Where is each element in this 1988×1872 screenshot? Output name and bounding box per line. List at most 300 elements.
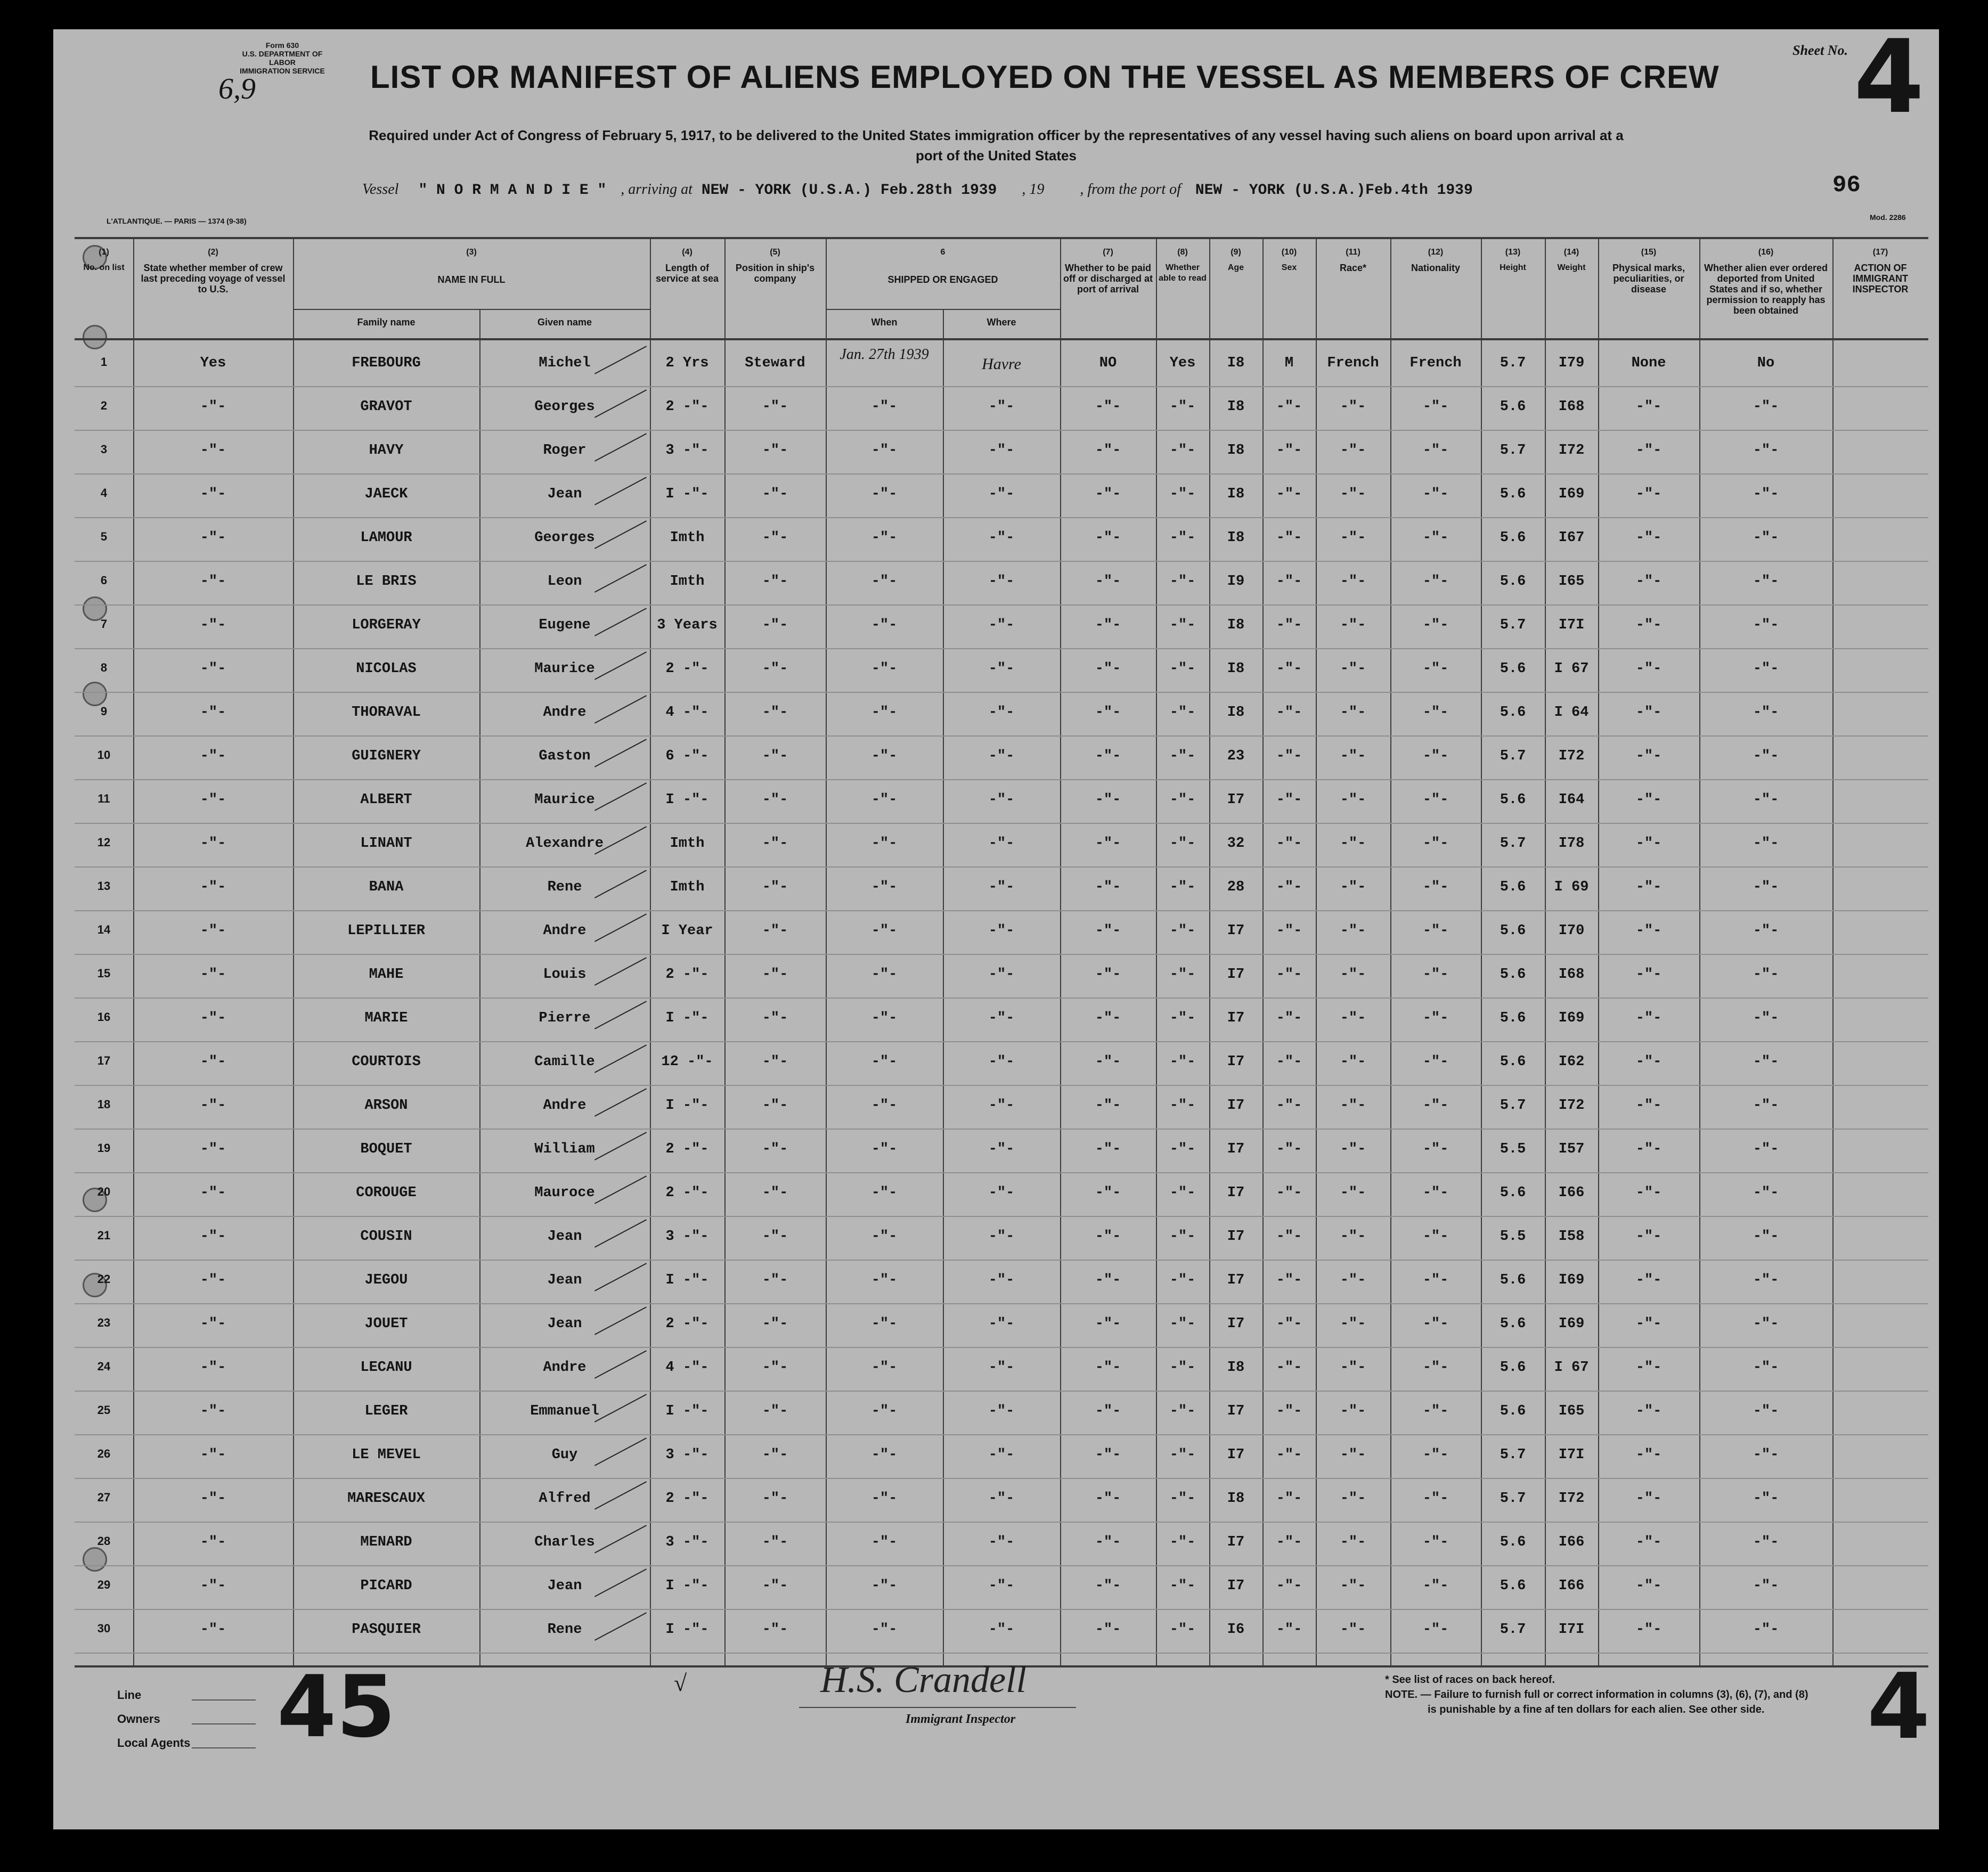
- row-number: 28: [97, 1534, 111, 1548]
- age-cell: I8: [1227, 1491, 1245, 1507]
- nationality-cell: -"-: [1422, 967, 1449, 983]
- row-number: 27: [97, 1491, 111, 1504]
- shipped-when-cell: Jan. 27th 1939: [840, 346, 929, 363]
- row-number: 19: [97, 1141, 111, 1155]
- physical-marks-cell: -"-: [1635, 1272, 1662, 1288]
- given-name-cell: Maurice: [534, 792, 595, 808]
- prev-voyage-cell: -"-: [200, 1010, 226, 1026]
- column-number: 6: [940, 248, 946, 257]
- shipped-where-cell: -"-: [988, 574, 1015, 590]
- age-cell: I7: [1227, 967, 1245, 983]
- given-name-cell: Eugene: [539, 617, 591, 633]
- shipped-where-cell: -"-: [988, 1403, 1015, 1419]
- paid-off-cell: -"-: [1095, 705, 1121, 721]
- nationality-cell: -"-: [1422, 1229, 1449, 1245]
- race-cell: -"-: [1340, 1272, 1366, 1288]
- race-cell: -"-: [1340, 923, 1366, 939]
- shipped-where-cell: -"-: [988, 617, 1015, 633]
- row-rule: [75, 561, 1928, 562]
- prev-voyage-cell: -"-: [200, 661, 226, 677]
- manifest-sheet: [53, 29, 1939, 1829]
- nationality-cell: -"-: [1422, 399, 1449, 415]
- deported-cell: -"-: [1753, 1447, 1779, 1463]
- physical-marks-cell: -"-: [1635, 1360, 1662, 1376]
- physical-marks-cell: -"-: [1635, 1622, 1662, 1638]
- row-rule: [75, 910, 1928, 911]
- deported-cell: -"-: [1753, 1272, 1779, 1288]
- family-name-cell: MAHE: [369, 967, 404, 983]
- weight-cell: I68: [1558, 967, 1585, 983]
- given-name-cell: Andre: [543, 705, 586, 721]
- weight-cell: I69: [1558, 486, 1585, 502]
- deported-cell: -"-: [1753, 1098, 1779, 1114]
- weight-cell: I70: [1558, 923, 1585, 939]
- sex-cell: -"-: [1276, 967, 1302, 983]
- row-rule: [75, 1129, 1928, 1130]
- vessel-row: [362, 181, 1907, 199]
- row-number: 4: [100, 486, 108, 500]
- weight-cell: I 67: [1554, 661, 1589, 677]
- row-number: 9: [100, 705, 108, 718]
- shipped-when-cell: -"-: [871, 1447, 898, 1463]
- deported-cell: -"-: [1753, 967, 1779, 983]
- paid-off-cell: -"-: [1095, 530, 1121, 546]
- physical-marks-cell: -"-: [1635, 530, 1662, 546]
- shipped-where-cell: -"-: [988, 1272, 1015, 1288]
- shipped-when-cell: -"-: [871, 1229, 898, 1245]
- row-number: 24: [97, 1360, 111, 1373]
- department-name: U.S. DEPARTMENT OF LABOR: [242, 50, 323, 67]
- shipped-when-cell: -"-: [871, 1534, 898, 1550]
- shipped-when-cell: -"-: [871, 836, 898, 852]
- paid-off-cell: -"-: [1095, 1360, 1121, 1376]
- nationality-cell: -"-: [1422, 836, 1449, 852]
- able-to-read-cell: -"-: [1169, 1141, 1196, 1157]
- prev-voyage-cell: -"-: [200, 1316, 226, 1332]
- service-length-cell: I -"-: [665, 1272, 709, 1288]
- shipped-where-cell: -"-: [988, 879, 1015, 895]
- row-number: 5: [100, 530, 108, 543]
- shipped-when-cell: -"-: [871, 399, 898, 415]
- nationality-cell: -"-: [1422, 443, 1449, 459]
- sex-cell: -"-: [1276, 1098, 1302, 1114]
- page-number: 96: [1832, 172, 1861, 199]
- position-cell: -"-: [762, 1622, 788, 1638]
- row-rule: [75, 473, 1928, 475]
- able-to-read-cell: -"-: [1169, 486, 1196, 502]
- age-cell: I8: [1227, 705, 1245, 721]
- family-name-cell: COURTOIS: [352, 1054, 421, 1070]
- shipped-where-cell: -"-: [988, 1141, 1015, 1157]
- column-header: Length of service at sea: [655, 263, 719, 284]
- row-number: 21: [97, 1229, 111, 1242]
- position-cell: -"-: [762, 1098, 788, 1114]
- deported-cell: -"-: [1753, 1491, 1779, 1507]
- shipped-where-cell: -"-: [988, 443, 1015, 459]
- age-cell: I8: [1227, 530, 1245, 546]
- shipped-when-cell: -"-: [871, 705, 898, 721]
- position-cell: Steward: [745, 355, 805, 371]
- weight-cell: I69: [1558, 1316, 1585, 1332]
- sex-cell: -"-: [1276, 1491, 1302, 1507]
- able-to-read-cell: -"-: [1169, 1534, 1196, 1550]
- physical-marks-cell: -"-: [1635, 1229, 1662, 1245]
- paid-off-cell: -"-: [1095, 1054, 1121, 1070]
- prev-voyage-cell: -"-: [200, 443, 226, 459]
- row-rule: [75, 1391, 1928, 1392]
- age-cell: 32: [1227, 836, 1245, 852]
- sheet-total-number: 45: [277, 1657, 396, 1756]
- sex-cell: -"-: [1276, 1010, 1302, 1026]
- year-label: , 19: [1022, 181, 1045, 198]
- position-cell: -"-: [762, 661, 788, 677]
- weight-cell: I7I: [1558, 1447, 1585, 1463]
- nationality-cell: -"-: [1422, 792, 1449, 808]
- sex-cell: -"-: [1276, 836, 1302, 852]
- column-header: Sex: [1281, 263, 1297, 272]
- physical-marks-cell: -"-: [1635, 617, 1662, 633]
- family-name-cell: LECANU: [360, 1360, 412, 1376]
- shipped-where-cell: -"-: [988, 792, 1015, 808]
- age-cell: I7: [1227, 1185, 1245, 1201]
- age-cell: I7: [1227, 1098, 1245, 1114]
- physical-marks-cell: -"-: [1635, 1403, 1662, 1419]
- row-number: 18: [97, 1098, 111, 1111]
- nationality-cell: -"-: [1422, 1010, 1449, 1026]
- column-number: (2): [208, 248, 218, 257]
- arriving-label: , arriving at: [621, 181, 692, 198]
- check-mark: √: [674, 1670, 687, 1696]
- sex-cell: -"-: [1276, 443, 1302, 459]
- shipped-where-cell: -"-: [988, 1622, 1015, 1638]
- row-rule: [75, 1609, 1928, 1610]
- when-header: When: [871, 317, 898, 328]
- row-number: 1: [100, 355, 108, 369]
- family-name-cell: GUIGNERY: [352, 748, 421, 764]
- height-cell: 5.7: [1500, 617, 1526, 633]
- handwritten-mark: 6,9: [218, 72, 256, 105]
- footer-sheet-number: 4: [1867, 1654, 1930, 1760]
- prev-voyage-cell: -"-: [200, 399, 226, 415]
- race-cell: -"-: [1340, 1185, 1366, 1201]
- weight-cell: I79: [1558, 355, 1585, 371]
- race-cell: -"-: [1340, 399, 1366, 415]
- nationality-cell: -"-: [1422, 1054, 1449, 1070]
- row-number: 26: [97, 1447, 111, 1460]
- sex-cell: -"-: [1276, 792, 1302, 808]
- deported-cell: -"-: [1753, 574, 1779, 590]
- age-cell: I9: [1227, 574, 1245, 590]
- deported-cell: -"-: [1753, 792, 1779, 808]
- weight-cell: I 67: [1554, 1360, 1589, 1376]
- prev-voyage-cell: Yes: [200, 355, 226, 371]
- column-number: (10): [1281, 248, 1297, 257]
- physical-marks-cell: -"-: [1635, 1534, 1662, 1550]
- vessel-label: Vessel: [362, 181, 399, 198]
- inspector-signature: H.S. Crandell: [820, 1660, 1026, 1701]
- family-name-cell: BANA: [369, 879, 404, 895]
- row-rule: [75, 692, 1928, 693]
- races-note: * See list of races on back hereof.: [1385, 1674, 1555, 1686]
- shipped-where-cell: -"-: [988, 923, 1015, 939]
- prev-voyage-cell: -"-: [200, 705, 226, 721]
- service-length-cell: 2 -"-: [665, 1491, 709, 1507]
- shipped-when-cell: -"-: [871, 574, 898, 590]
- prev-voyage-cell: -"-: [200, 879, 226, 895]
- column-header: ACTION OF IMMIGRANT INSPECTOR: [1852, 263, 1909, 295]
- column-number: (9): [1231, 248, 1241, 257]
- sex-cell: -"-: [1276, 923, 1302, 939]
- weight-cell: I66: [1558, 1534, 1585, 1550]
- deported-cell: -"-: [1753, 1054, 1779, 1070]
- position-cell: -"-: [762, 1272, 788, 1288]
- prev-voyage-cell: -"-: [200, 1054, 226, 1070]
- height-cell: 5.6: [1500, 1360, 1526, 1376]
- column-header: SHIPPED OR ENGAGED: [887, 274, 998, 285]
- paid-off-cell: -"-: [1095, 1141, 1121, 1157]
- able-to-read-cell: -"-: [1169, 530, 1196, 546]
- shipped-where-cell: Havre: [982, 355, 1021, 373]
- paid-off-cell: -"-: [1095, 486, 1121, 502]
- shipped-when-cell: -"-: [871, 1098, 898, 1114]
- printer-line: L'ATLANTIQUE. — PARIS — 1374 (9-38): [107, 217, 247, 225]
- age-cell: I7: [1227, 1272, 1245, 1288]
- age-cell: I8: [1227, 443, 1245, 459]
- row-number: 7: [100, 617, 108, 631]
- weight-cell: I67: [1558, 530, 1585, 546]
- family-name-cell: JEGOU: [364, 1272, 408, 1288]
- able-to-read-cell: -"-: [1169, 1447, 1196, 1463]
- row-rule: [75, 954, 1928, 955]
- paid-off-cell: -"-: [1095, 1098, 1121, 1114]
- family-name-cell: GRAVOT: [360, 399, 412, 415]
- weight-cell: I72: [1558, 443, 1585, 459]
- sex-cell: -"-: [1276, 1578, 1302, 1594]
- row-rule: [75, 1478, 1928, 1479]
- paid-off-cell: -"-: [1095, 443, 1121, 459]
- physical-marks-cell: -"-: [1635, 1098, 1662, 1114]
- given-name-cell: Michel: [539, 355, 591, 371]
- service-length-cell: I -"-: [665, 1010, 709, 1026]
- given-name-cell: Alfred: [539, 1491, 591, 1507]
- requirement-line-2: port of the United States: [916, 148, 1077, 164]
- row-number: 8: [100, 661, 108, 674]
- position-cell: -"-: [762, 1403, 788, 1419]
- column-number: (11): [1346, 248, 1360, 257]
- row-number: 2: [100, 399, 108, 412]
- race-cell: French: [1327, 355, 1379, 371]
- weight-cell: I66: [1558, 1185, 1585, 1201]
- column-number: (15): [1641, 248, 1657, 257]
- age-cell: I8: [1227, 399, 1245, 415]
- row-number: 16: [97, 1010, 111, 1024]
- row-number: 14: [97, 923, 111, 936]
- service-length-cell: 2 -"-: [665, 1141, 709, 1157]
- able-to-read-cell: -"-: [1169, 1622, 1196, 1638]
- shipped-where-cell: -"-: [988, 748, 1015, 764]
- able-to-read-cell: -"-: [1169, 399, 1196, 415]
- able-to-read-cell: -"-: [1169, 967, 1196, 983]
- deported-cell: -"-: [1753, 1316, 1779, 1332]
- nationality-cell: -"-: [1422, 748, 1449, 764]
- shipped-where-cell: -"-: [988, 486, 1015, 502]
- race-cell: -"-: [1340, 1010, 1366, 1026]
- race-cell: -"-: [1340, 486, 1366, 502]
- column-number: (12): [1428, 248, 1444, 257]
- row-number: 13: [97, 879, 111, 893]
- physical-marks-cell: -"-: [1635, 1185, 1662, 1201]
- paid-off-cell: -"-: [1095, 792, 1121, 808]
- prev-voyage-cell: -"-: [200, 486, 226, 502]
- height-cell: 5.7: [1500, 1447, 1526, 1463]
- position-cell: -"-: [762, 1185, 788, 1201]
- physical-marks-cell: -"-: [1635, 486, 1662, 502]
- mod-number: Mod. 2286: [1870, 213, 1906, 222]
- given-name-cell: Mauroce: [534, 1185, 595, 1201]
- row-rule: [75, 1041, 1928, 1042]
- column-number: (7): [1103, 248, 1113, 257]
- sex-cell: -"-: [1276, 1403, 1302, 1419]
- weight-cell: I69: [1558, 1272, 1585, 1288]
- row-rule: [75, 735, 1928, 737]
- given-name-cell: Andre: [543, 923, 586, 939]
- physical-marks-cell: -"-: [1635, 661, 1662, 677]
- position-cell: -"-: [762, 443, 788, 459]
- age-cell: I7: [1227, 1010, 1245, 1026]
- line-label: Line: [117, 1688, 142, 1702]
- column-header: Whether able to read: [1159, 263, 1207, 283]
- height-cell: 5.7: [1500, 443, 1526, 459]
- given-name-cell: Camille: [534, 1054, 595, 1070]
- service-length-cell: Imth: [670, 530, 705, 546]
- paid-off-cell: -"-: [1095, 836, 1121, 852]
- paid-off-cell: -"-: [1095, 1622, 1121, 1638]
- age-cell: I6: [1227, 1622, 1245, 1638]
- prev-voyage-cell: -"-: [200, 836, 226, 852]
- paid-off-cell: -"-: [1095, 1185, 1121, 1201]
- age-cell: I8: [1227, 486, 1245, 502]
- height-cell: 5.6: [1500, 574, 1526, 590]
- physical-marks-cell: -"-: [1635, 967, 1662, 983]
- service-length-cell: Imth: [670, 879, 705, 895]
- paid-off-cell: -"-: [1095, 1578, 1121, 1594]
- deported-cell: -"-: [1753, 617, 1779, 633]
- position-cell: -"-: [762, 1141, 788, 1157]
- nationality-cell: -"-: [1422, 879, 1449, 895]
- height-cell: 5.6: [1500, 967, 1526, 983]
- weight-cell: I65: [1558, 574, 1585, 590]
- column-header: Nationality: [1411, 263, 1460, 273]
- deported-cell: -"-: [1753, 1534, 1779, 1550]
- able-to-read-cell: Yes: [1169, 355, 1196, 371]
- sex-cell: M: [1284, 355, 1294, 371]
- physical-marks-cell: -"-: [1635, 923, 1662, 939]
- given-name-cell: Roger: [543, 443, 586, 459]
- deported-cell: -"-: [1753, 1010, 1779, 1026]
- sex-cell: -"-: [1276, 1141, 1302, 1157]
- weight-cell: I72: [1558, 1098, 1585, 1114]
- service-length-cell: 6 -"-: [665, 748, 709, 764]
- deported-cell: -"-: [1753, 1229, 1779, 1245]
- sex-cell: -"-: [1276, 1534, 1302, 1550]
- column-number: (14): [1563, 248, 1579, 257]
- requirement-text: [117, 125, 1875, 166]
- race-cell: -"-: [1340, 443, 1366, 459]
- page-title: LIST OR MANIFEST OF ALIENS EMPLOYED ON THE VESSEL AS MEMBERS OF CREW: [370, 59, 1720, 95]
- able-to-read-cell: -"-: [1169, 1010, 1196, 1026]
- prev-voyage-cell: -"-: [200, 792, 226, 808]
- paid-off-cell: -"-: [1095, 1229, 1121, 1245]
- sex-cell: -"-: [1276, 879, 1302, 895]
- physical-marks-cell: -"-: [1635, 705, 1662, 721]
- height-cell: 5.6: [1500, 1403, 1526, 1419]
- race-cell: -"-: [1340, 879, 1366, 895]
- shipped-when-cell: -"-: [871, 1403, 898, 1419]
- paid-off-cell: -"-: [1095, 748, 1121, 764]
- deported-cell: -"-: [1753, 705, 1779, 721]
- sex-cell: -"-: [1276, 399, 1302, 415]
- shipped-when-cell: -"-: [871, 748, 898, 764]
- service-length-cell: 2 -"-: [665, 967, 709, 983]
- weight-cell: I68: [1558, 399, 1585, 415]
- row-number: 23: [97, 1316, 111, 1329]
- row-number: 29: [97, 1578, 111, 1591]
- physical-marks-cell: -"-: [1635, 1010, 1662, 1026]
- prev-voyage-cell: -"-: [200, 1622, 226, 1638]
- sex-cell: -"-: [1276, 705, 1302, 721]
- shipped-where-cell: -"-: [988, 1447, 1015, 1463]
- nationality-cell: -"-: [1422, 1578, 1449, 1594]
- family-name-cell: THORAVAL: [352, 705, 421, 721]
- row-rule: [75, 386, 1928, 387]
- weight-cell: I78: [1558, 836, 1585, 852]
- shipped-when-cell: -"-: [871, 792, 898, 808]
- service-length-cell: I -"-: [665, 1578, 709, 1594]
- prev-voyage-cell: -"-: [200, 1141, 226, 1157]
- nationality-cell: -"-: [1422, 705, 1449, 721]
- given-name-cell: Leon: [547, 574, 582, 590]
- age-cell: I8: [1227, 355, 1245, 371]
- family-name-cell: LE MEVEL: [352, 1447, 421, 1463]
- position-cell: -"-: [762, 530, 788, 546]
- family-name-cell: PASQUIER: [352, 1622, 421, 1638]
- column-number: (16): [1758, 248, 1774, 257]
- shipped-when-cell: -"-: [871, 1054, 898, 1070]
- position-cell: -"-: [762, 967, 788, 983]
- shipped-where-cell: -"-: [988, 399, 1015, 415]
- paid-off-cell: -"-: [1095, 399, 1121, 415]
- row-rule: [75, 648, 1928, 649]
- able-to-read-cell: -"-: [1169, 879, 1196, 895]
- row-rule: [75, 1260, 1928, 1261]
- shipped-when-cell: -"-: [871, 486, 898, 502]
- deported-cell: -"-: [1753, 486, 1779, 502]
- weight-cell: I66: [1558, 1578, 1585, 1594]
- height-cell: 5.6: [1500, 792, 1526, 808]
- row-number: 6: [100, 574, 108, 587]
- prev-voyage-cell: -"-: [200, 1272, 226, 1288]
- deported-cell: -"-: [1753, 530, 1779, 546]
- physical-marks-cell: -"-: [1635, 443, 1662, 459]
- position-cell: -"-: [762, 1229, 788, 1245]
- given-name-cell: Georges: [534, 530, 595, 546]
- prev-voyage-cell: -"-: [200, 1098, 226, 1114]
- sheet-number: 4: [1854, 29, 1925, 136]
- shipped-when-cell: -"-: [871, 1360, 898, 1376]
- deported-cell: -"-: [1753, 748, 1779, 764]
- column-header: State whether member of crew last preceding voyage of vessel to U.S.: [141, 263, 286, 295]
- weight-cell: I 64: [1554, 705, 1589, 721]
